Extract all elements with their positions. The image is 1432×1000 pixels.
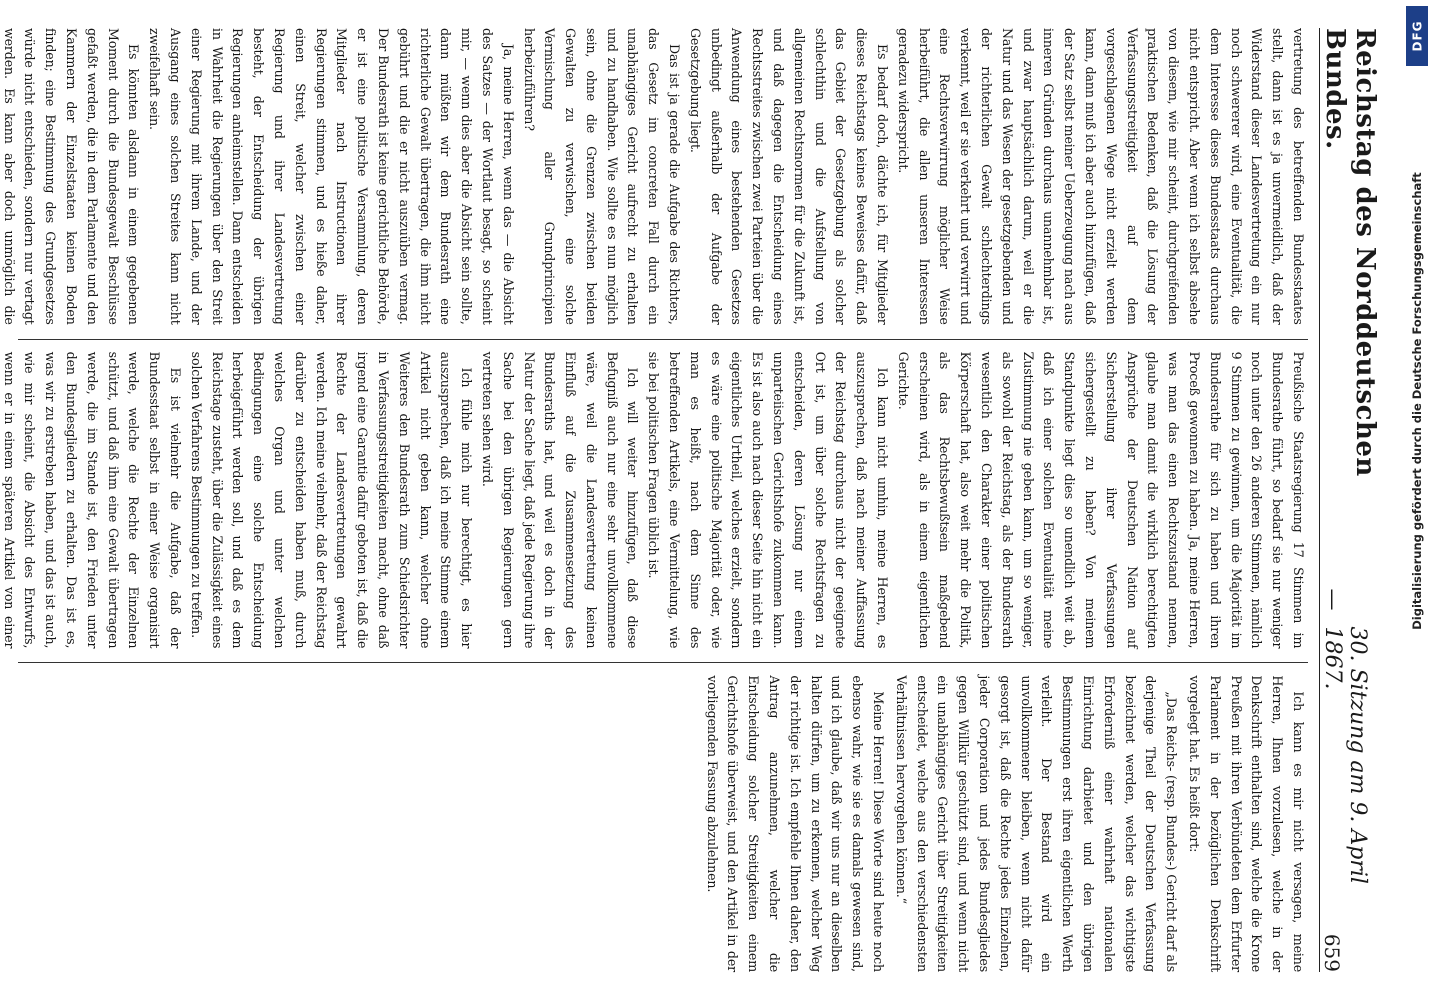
text-column-right: [18, 662, 1308, 972]
running-head-left: [1320, 28, 1380, 934]
paragraph: Ich fühle mich nur berechtigt, es hier auszusprechen, daß ich meine Stimme einem Artikel nicht geben kann, welcher ohne Weiteres den Bundesrath zum Schiedsrichter in Verfassungsstreitigkeiten macht, ohne daß irgend eine Garantie dafür geboten ist, daß die Rechte der Landesvertretungen gewahrt werden. Ich meine vielmehr, daß der Reichstag darüber zu entscheiden haben muß, durch welches Organ und unter welchen Bedingungen eine solche Entscheidung herbeigeführt werden soll, und daß es dem Reichstage zusteht, über die Zulässigkeit eines solchen Verfahrens Bestimmungen zu treffen.: [188, 351, 475, 649]
dfg-logo-text: DFG: [1410, 20, 1425, 52]
paragraph: Ich will weiter hinzufügen, daß diese Befugniß auch nur eine sehr unvollkommene wäre, weil die Landesvertretung keinen Einfluß auf die Zusammensetzung des Bundesraths hat, und weil es doch in der Natur der Sache liegt, daß jede Regierung ihre Sache bei den übrigen Regierungen gern vertreten sehen wird.: [479, 351, 641, 649]
paragraph: Ja, meine Herren, wenn das — die Absicht des Satzes — der Wortlaut besagt, so scheint mir, — wenn dies aber die Absicht sein sollte, dann müßten wir dem Bundesrath eine richterliche Gewalt übertragen, die ihm nicht gebührt und die er nicht auszuüben vermag. Der Bundesrath ist keine gerichtliche Behörde, er ist eine politische Versammlung, deren Mitglieder nach Instructionen ihrer Regierungen stimmen, und es hieße daher, einen Streit, welcher zwischen einer Regierung und ihrer Landesvertretung besteht, der Entscheidung der übrigen Regierungen anheimstellen. Dann entscheiden in Wahrheit die Regierungen über den Streit einer Regierung mit ihrem Lande, und der Ausgang eines solchen Streites kann nicht zweifelhaft sein.: [147, 28, 516, 325]
paragraph: Ich kann nicht umhin, meine Herren, es auszusprechen, daß nach meiner Auffassung der Reichstag durchaus nicht der geeignete Ort ist, um über solche Rechtsfragen zu entscheiden, deren Lösung nur einem unparteiischen Gerichtshofe zukommen kann. Es ist also auch nach dieser Seite hin nicht ein eigentliches Urtheil, welches erzielt, sondern es wäre eine politische Majorität oder, wie man es heißt, nach dem Sinne des betreffenden Artikels, eine Vermittelung, wie sie bei politischen Fragen üblich ist.: [646, 351, 891, 649]
digitization-notice: [1406, 74, 1428, 714]
text-column-left: [1, 28, 1308, 325]
digitization-notice-text: Digitalisierung gefördert durch die Deutsche Forschungsgemeinschaft: [1410, 172, 1424, 630]
paragraph: Es könnten alsdann in einem gegebenen Moment durch die Bundesgewalt Beschlüsse gefaßt werden, die in dem Parlamente und den Kammern der Einzelstaaten keinen Boden finden; eine Bestimmung des Grundgesetzes würde nicht entschieden, sondern nur vertagt werden. Es kann aber doch unmöglich die: [1, 28, 142, 325]
dfg-logo: [1406, 6, 1428, 66]
paragraph: Es ist vielmehr die Aufgabe, daß der Bundesstaat selbst in einer Weise organisirt werde, welche die Rechte der Einzelnen schützt, und daß ihm eine Gewalt übertragen werde, die im Stande ist, den Frieden unter den Bundesgliedern zu erhalten. Das ist es, was wir zu erstreben haben, und das ist auch, wie mir scheint, die Absicht des Entwurfs, wenn er in einem späteren Artikel von einer: [1, 351, 183, 649]
paragraph: Es bedarf doch, dächte ich, für Mitglieder dieses Reichstags keines Beweises dafür, daß das Gebiet der Gesetzgebung als solcher schlechthin und die Aufstellung von allgemeinen Rechtsnormen für die Zukunft ist, und daß dagegen die Entscheidung eines Rechtsstreites zwischen zwei Parteien über die Anwendung eines bestehenden Gesetzes unbedingt außerhalb der Aufgabe der Gesetzgebung liegt.: [687, 28, 891, 325]
page-title: Reichstag des Norddeutschen Bundes.: [1320, 28, 1380, 477]
paragraph: Das ist ja gerade die Aufgabe des Richters, das Gesetz im concreten Fall durch ein unabhängiges Gericht aufrecht zu erhalten und zu handhaben. Wie sollte es nun möglich sein, ohne die Grenzen zwischen beiden Gewalten zu verwischen, eine solche Vermischung aller Grundprincipien herbeizuführen?: [521, 28, 683, 325]
paragraph: Ich kann es mir nicht versagen, meine Herren, Ihnen vorzulesen, welche in der Denkschrift enthalten sind, welche die Krone Preußen mit ihren Verbündeten dem Erfurter Parlament in der bezüglichen Denkschrift vorgelegt hat. Es heißt dort:: [1187, 675, 1306, 973]
text-column-middle: [1, 339, 1308, 649]
running-head: [1319, 28, 1380, 972]
quoted-paragraph: „Das Reichs- (resp. Bundes-) Gericht darf als derjenige Theil der Deutschen Verfassung bezeichnet werden, welcher das wichtigste Erforderniß einer wahrhaft nationalen Einrichtung darbietet und den übrigen Bestimmungen erst ihren eigentlichen Werth verleiht. Der Bestand wird ein unvollkommener bleiben, wenn nicht dafür gesorgt ist, daß die Rechte jedes Einzelnen, jeder Corporation und jedes Bundesgliedes gegen Willkür geschützt sind, und wenn nicht ein unabhängiges Gericht über Streitigkeiten entscheidet, welche aus den verschiedensten Verhältnissen hervorgehen können.“: [893, 675, 1180, 973]
session-heading: 30. Sitzung am 9. April 1867.: [1320, 626, 1370, 884]
page-number: 659: [1320, 933, 1344, 972]
title-dash: —: [1320, 588, 1345, 611]
text-body: [1, 28, 1308, 973]
paragraph: Preußische Staatsregierung 17 Stimmen im Bundesrathe führt, so bedarf sie nur weniger noch unter den 26 anderen Stimmen, nämlich 9 Stimmen zu gewinnen, um die Majorität im Bundesrathe für sich zu haben und ihren Proceß gewonnen zu haben. Ja, meine Herren, was man das einen Rechtszustand nennen, glaube man damit die wirklich berechtigten Ansprüche der Deutschen Nation auf Sicherstellung ihrer Verfassungen sichergestellt zu haben? Von meinem Standpunkte liegt dies so unendlich weit ab, daß ich einer solchen Eventualität meine Zustimmung nie geben kann, um so weniger, als sowohl der Reichstag, als der Bundesrath wesentlich den Charakter einer politischen Körperschaft hat, also weit mehr die Politik, als das Rechtsbewußtsein maßgebend erscheinen wird, als in einem eigentlichen Gerichte.: [895, 351, 1306, 649]
paragraph: vertretung des betreffenden Bundesstaates stellt, dann ist es ja unvermeidlich, daß der Widerstand dieser Landesvertretung ein nur noch schwererer wird, eine Eventualität, die dem Interesse dieses Bundesstaats durchaus nicht entspricht. Aber wenn ich selbst absehe von diesem, wie mir scheint, durchgreifenden praktischen Bedenken, daß die Lösung der Verfassungsstreitigkeit auf dem vorgeschlagenen Wege nicht erzielt werden kann, dann muß ich aber auch hinzufügen, daß der Satz selbst meiner Ueberzeugung nach aus inneren Gründen durchaus unannehmbar ist, und zwar hauptsächlich darum, weil er die Natur und das Wesen der gesetzgebenden und der richterlichen Gewalt schlechterdings verkennt, weil er sie verkehrt und verwirrt und eine Rechtsverwirrung möglicher Weise herbeiführt, die allen unseren Interessen geradezu widerspricht.: [895, 28, 1306, 325]
digitization-strip: [1404, 0, 1432, 1000]
paragraph: Meine Herren! Diese Worte sind heute noch ebenso wahr, wie sie es damals gewesen sind, und ich glaube, daß wir uns nur an dieselben halten dürfen, um zu erkennen, welcher Weg der richtige ist. Ich empfehle Ihnen daher, den Antrag anzunehmen, welcher die Entscheidung solcher Streitigkeiten einem Gerichtshofe überweist, und den Artikel in der vorliegenden Fassung abzulehnen.: [704, 675, 887, 973]
